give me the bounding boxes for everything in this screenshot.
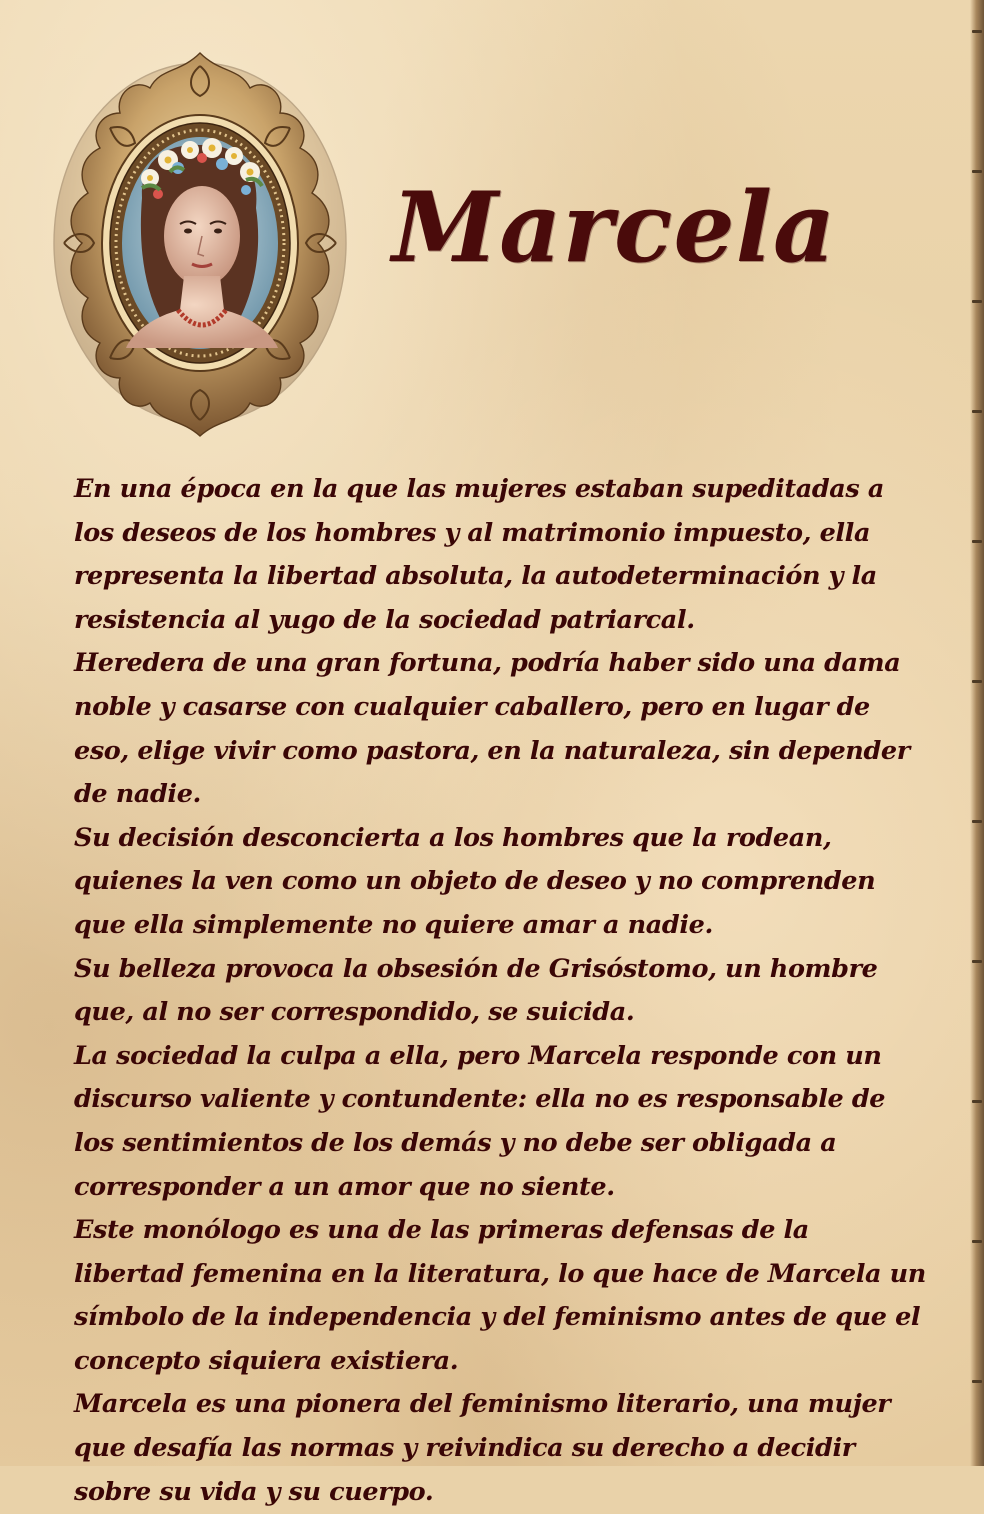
paragraph: Heredera de una gran fortuna, podría haber sido una dama noble y casarse con cualquier caballero, pero en lugar de eso, elige vivir como pastora, en la naturaleza, sin depender de nadie.: [74, 648, 910, 810]
portrait-of-woman-with-flower-crown-icon: [50, 48, 350, 438]
edge-mark: [972, 540, 982, 543]
page-title: Marcela: [392, 171, 837, 284]
edge-mark: [972, 1240, 982, 1243]
page-edge: [970, 0, 984, 1466]
edge-mark: [972, 410, 982, 413]
paragraph: La sociedad la culpa a ella, pero Marcela responde con un discurso valiente y contundente: ella no es responsable de los sentimientos de los demás y no debe ser obligada a corresponder a un amor que no siente.: [74, 1040, 886, 1202]
body-text: [74, 468, 926, 1514]
paragraph: Marcela es una pionera del feminismo literario, una mujer que desafía las normas y reivindica su derecho a decidir sobre su vida y su cuerpo.: [74, 1389, 891, 1507]
paragraph: En una época en la que las mujeres estaban supeditadas a los deseos de los hombres y al matrimonio impuesto, ella representa la libertad absoluta, la autodeterminación y la resistencia al yugo de la sociedad patriarcal.: [74, 474, 884, 635]
paragraph: Su decisión desconcierta a los hombres que la rodean, quienes la ven como un objeto de deseo y no comprenden que ella simplemente no quiere amar a nadie.: [74, 822, 876, 940]
portrait-frame: [50, 48, 350, 438]
edge-mark: [972, 680, 982, 683]
paragraph: Su belleza provoca la obsesión de Grisóstomo, un hombre que, al no ser correspondido, se suicida.: [74, 953, 878, 1028]
edge-mark: [972, 170, 982, 173]
edge-mark: [972, 1380, 982, 1383]
edge-mark: [972, 820, 982, 823]
edge-mark: [972, 960, 982, 963]
edge-mark: [972, 300, 982, 303]
edge-mark: [972, 30, 982, 33]
edge-mark: [972, 1100, 982, 1103]
paragraph: Este monólogo es una de las primeras defensas de la libertad femenina en la literatura, lo que hace de Marcela un símbolo de la independencia y del feminismo antes de que el concepto siquiera existiera.: [74, 1215, 926, 1376]
